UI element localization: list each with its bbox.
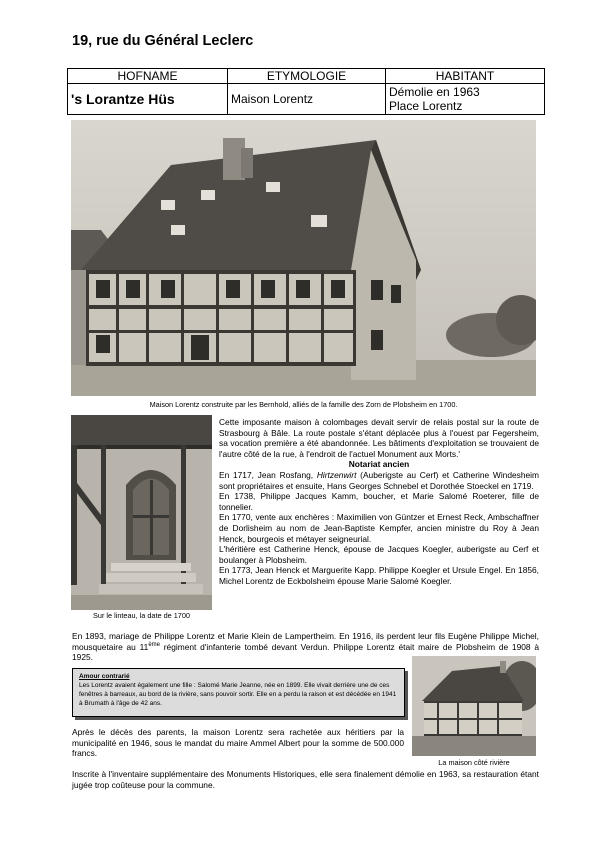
- history-text: [219, 417, 539, 587]
- paragraph-1773: En 1773, Jean Henck et Marguerite Kapp. Philippe Koegler et Ursule Engel. En 1856, Michel Lorentz de Eckbolsheim épouse Marie Salomé Koegler.: [219, 565, 539, 586]
- intro-paragraph: Cette imposante maison à colombages devait servir de relais postal sur la route de Strasbourg à Bâle. La route postale s'étant déplacée plus à l'ouest par Fegersheim, sa vocation première a été abandonnée. Les bâtiments d'exploitation se trouvaient de l'autre côté de la rue, à l'endroit de l'actuel Monument aux Morts.': [219, 417, 539, 459]
- notariat-heading: Notariat ancien: [348, 459, 410, 470]
- paragraph-1893: En 1893, mariage de Philippe Lorentz et Marie Klein de Lampertheim. En 1916, ils perdent leur fils Eugène Philippe Michel, mousquetaire au 11ème régiment d'infanterie tombé devant Verdun. Philippe Lorentz était maire de Plobsheim de 1908 à 1925.: [72, 631, 539, 663]
- paragraph-1946: Après le décès des parents, la maison Lorentz sera rachetée aux héritiers par la municipalité en 1946, sous le mandat du maire Ammel Albert pour la somme de 500.000 francs.: [72, 727, 404, 759]
- paragraph-1963: Inscrite à l'inventaire supplémentaire des Monuments Historiques, elle sera finalement démolie en 1963, sa restauration étant jugée trop coûteuse pour la commune.: [72, 769, 539, 790]
- info-table: [67, 68, 545, 115]
- house-photo: [71, 120, 536, 396]
- paragraph-heritiere: L'héritière est Catherine Henck, épouse de Jacques Koegler, auberigste au Cerf et boulanger à Plobsheim.: [219, 544, 539, 565]
- header-etymologie: ETYMOLOGIE: [228, 69, 386, 84]
- river-photo-caption: La maison côté rivière: [438, 758, 510, 767]
- page-title: 19, rue du Général Leclerc: [72, 33, 254, 49]
- header-hofname: HOFNAME: [68, 69, 228, 84]
- note-box-body: Les Lorentz avaient également une fille : Salomé Marie Jeanne, née en 1899. Elle vivait derrière une de ces fenêtres à barreaux, au bord de la rivière, sans pouvoir sortir. Elle en a perdu la raison et est décédée en 1941 à Brumath à l'âge de 42 ans.: [79, 682, 397, 707]
- river-photo: [412, 656, 536, 756]
- etymologie-cell: Maison Lorentz: [228, 84, 386, 115]
- header-habitant: HABITANT: [386, 69, 545, 84]
- door-photo: [71, 415, 212, 610]
- note-box-title: Amour contrarié: [79, 673, 130, 680]
- paragraph-1717: En 1717, Jean Rosfang, Hirtzenwirt (Auberigste au Cerf) et Catherine Windesheim sont propriétaires et ensuite, Hans Georges Schnebel et Dorothée Stoeckel en 1719.: [219, 469, 539, 491]
- main-photo-caption: Maison Lorentz construite par les Bernhold, alliés de la famille des Zorn de Plobsheim en 1700.: [149, 400, 458, 409]
- habitant-cell: [386, 84, 545, 115]
- habitant-line-1: Démolie en 1963: [389, 85, 480, 99]
- paragraph-1770: En 1770, vente aux enchères : Maximilien von Güntzer et Ernest Reck, Ambschaffner de Dorlisheim au nom de Jean-Baptiste Kempfer, ancien ministre du Roy à Jean Henck, bourgeois et métayer seigneurial.: [219, 512, 539, 544]
- door-photo-caption: Sur le linteau, la date de 1700: [93, 611, 190, 620]
- note-box: [72, 668, 405, 717]
- paragraph-1738: En 1738, Philippe Jacques Kamm, boucher, et Marie Salomé Roeterer, fille de tonnelier.: [219, 491, 539, 512]
- hofname-cell: 's Lorantze Hüs: [68, 84, 228, 115]
- habitant-line-2: Place Lorentz: [389, 99, 463, 113]
